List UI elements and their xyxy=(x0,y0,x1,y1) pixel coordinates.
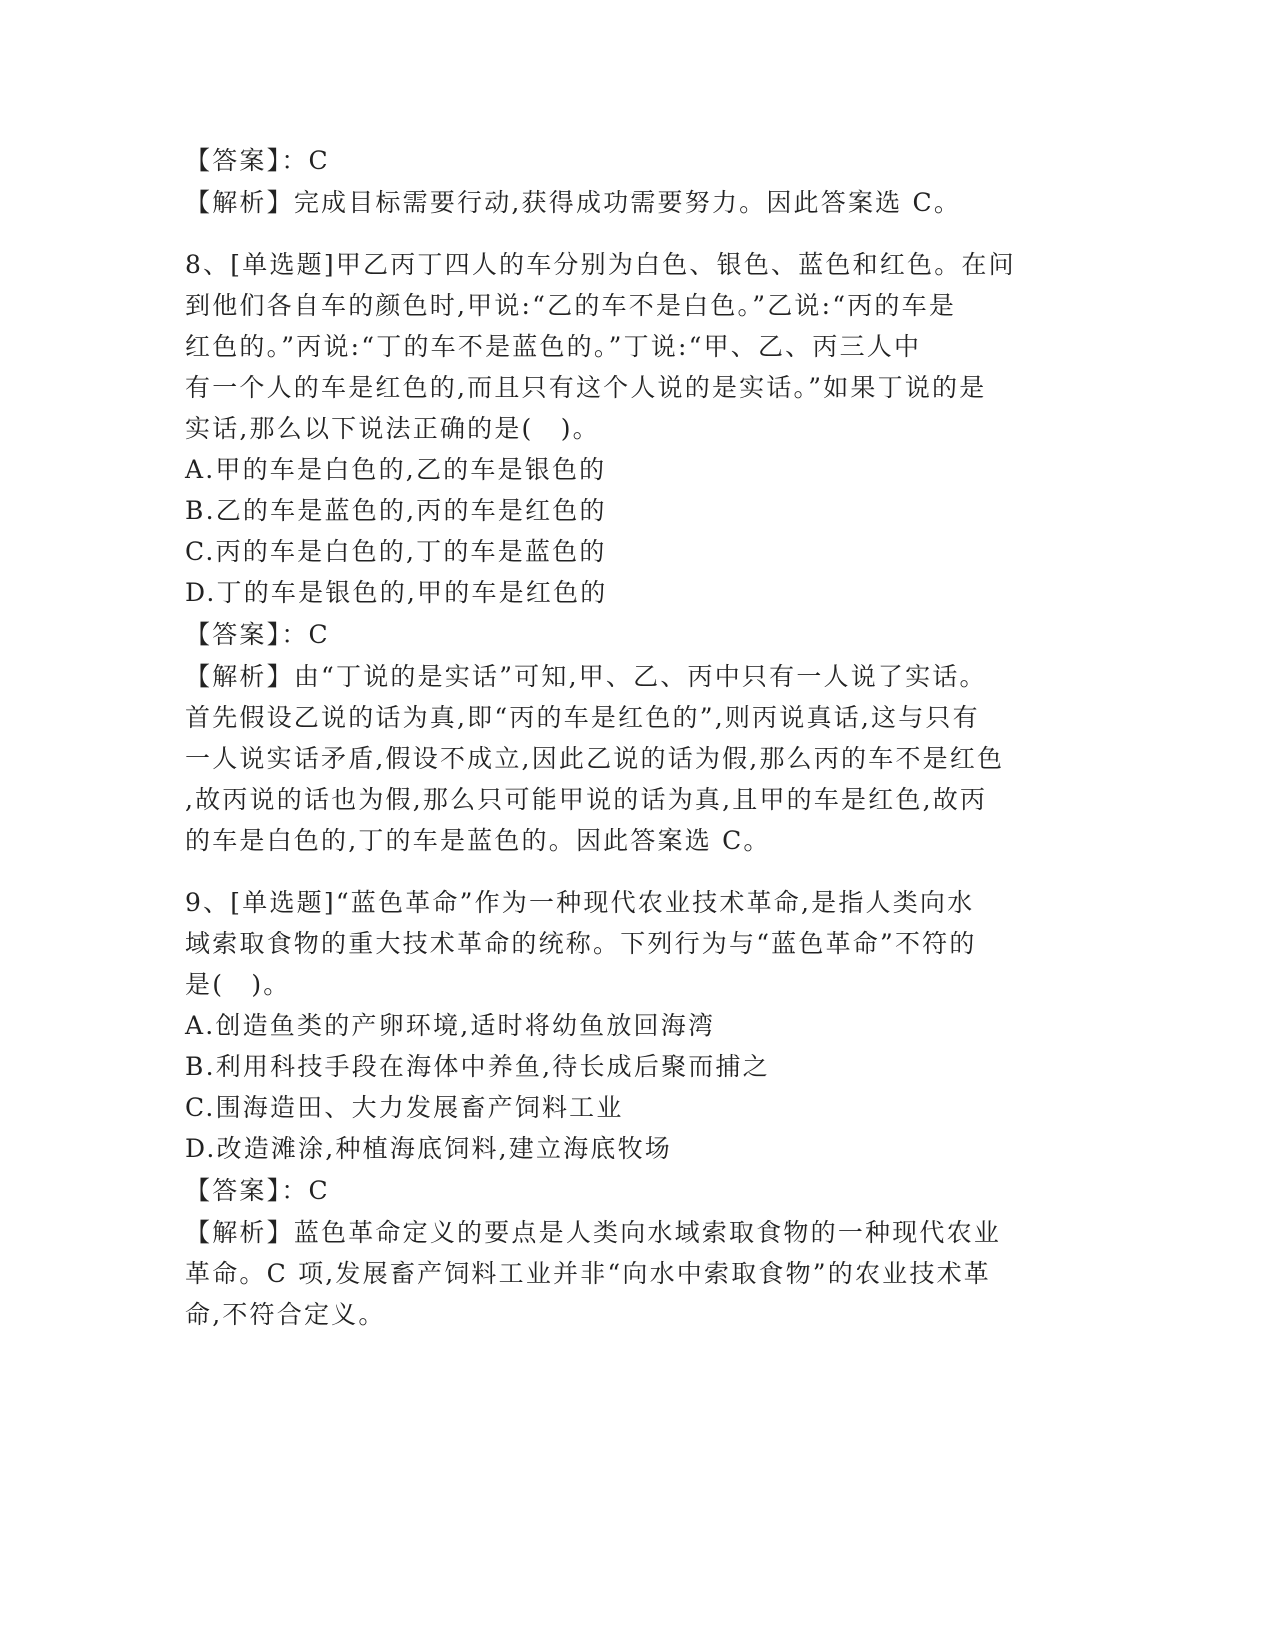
answer-value: ：C xyxy=(281,620,330,649)
q8-analysis-line-1 xyxy=(185,657,1085,697)
q8-stem-line-4: 有一个人的车是红色的,而且只有这个人说的是实话。”如果丁说的是 xyxy=(185,373,987,402)
q9-option-a: A.创造鱼类的产卵环境,适时将幼鱼放回海湾 xyxy=(185,1011,716,1040)
answer-value: ：C xyxy=(281,146,330,175)
q9-analysis-line-1 xyxy=(185,1213,1085,1253)
q9-stem-line-1: 9、[单选题]“蓝色革命”作为一种现代农业技术革命,是指人类向水 xyxy=(185,888,975,917)
q9-analysis-line-2: 革命。C 项,发展畜产饲料工业并非“向水中索取食物”的农业技术革 xyxy=(185,1259,991,1288)
answer-tag: 【答案】 xyxy=(185,146,282,175)
q8-option-b: B.乙的车是蓝色的,丙的车是红色的 xyxy=(185,496,607,525)
answer-tag: 【答案】 xyxy=(185,620,282,649)
q9-option-c: C.围海造田、大力发展畜产饲料工业 xyxy=(185,1093,624,1122)
q9-answer-line xyxy=(185,1171,1085,1211)
prev-analysis-line xyxy=(185,183,1085,223)
q8-stem-line-5: 实话,那么以下说法正确的是( )。 xyxy=(185,414,600,443)
q9-analysis-line-3: 命,不符合定义。 xyxy=(185,1300,386,1329)
q8-option-d: D.丁的车是银色的,甲的车是红色的 xyxy=(185,578,608,607)
q9-option-b: B.利用科技手段在海体中养鱼,待长成后聚而捕之 xyxy=(185,1052,770,1081)
q8-analysis-line-5: 的车是白色的,丁的车是蓝色的。因此答案选 C。 xyxy=(185,826,771,855)
q8-analysis-line-2: 首先假设乙说的话为真,即“丙的车是红色的”,则丙说真话,这与只有 xyxy=(185,703,980,732)
prev-answer-line xyxy=(185,141,1085,181)
q8-analysis-line-3: 一人说实话矛盾,假设不成立,因此乙说的话为假,那么丙的车不是红色 xyxy=(185,744,1005,773)
q9-stem-line-3: 是( )。 xyxy=(185,970,291,999)
q8-option-a: A.甲的车是白色的,乙的车是银色的 xyxy=(185,455,607,484)
q8-stem-line-1: 8、[单选题]甲乙丙丁四人的车分别为白色、银色、蓝色和红色。在问 xyxy=(185,250,1016,279)
q8-stem-line-3: 红色的。”丙说:“丁的车不是蓝色的。”丁说:“甲、乙、丙三人中 xyxy=(185,332,922,361)
answer-value: ：C xyxy=(281,1176,330,1205)
q8-analysis-line-4: ,故丙说的话也为假,那么只可能甲说的话为真,且甲的车是红色,故丙 xyxy=(185,785,988,814)
q8-option-c: C.丙的车是白色的,丁的车是蓝色的 xyxy=(185,537,607,566)
analysis-text: 由“丁说的是实话”可知,甲、乙、丙中只有一人说了实话。 xyxy=(293,662,987,691)
analysis-tag: 【解析】 xyxy=(185,188,294,217)
q9-option-d: D.改造滩涂,种植海底饲料,建立海底牧场 xyxy=(185,1134,672,1163)
analysis-text: 完成目标需要行动,获得成功需要努力。因此答案选 C。 xyxy=(293,188,962,217)
answer-tag: 【答案】 xyxy=(185,1176,282,1205)
q9-stem-line-2: 域索取食物的重大技术革命的统称。下列行为与“蓝色革命”不符的 xyxy=(185,929,977,958)
q8-stem-line-2: 到他们各自车的颜色时,甲说:“乙的车不是白色。”乙说:“丙的车是 xyxy=(185,291,957,320)
q8-answer-line xyxy=(185,615,1085,655)
analysis-tag: 【解析】 xyxy=(185,1218,294,1247)
analysis-tag: 【解析】 xyxy=(185,662,294,691)
analysis-text: 蓝色革命定义的要点是人类向水域索取食物的一种现代农业 xyxy=(293,1218,1002,1247)
